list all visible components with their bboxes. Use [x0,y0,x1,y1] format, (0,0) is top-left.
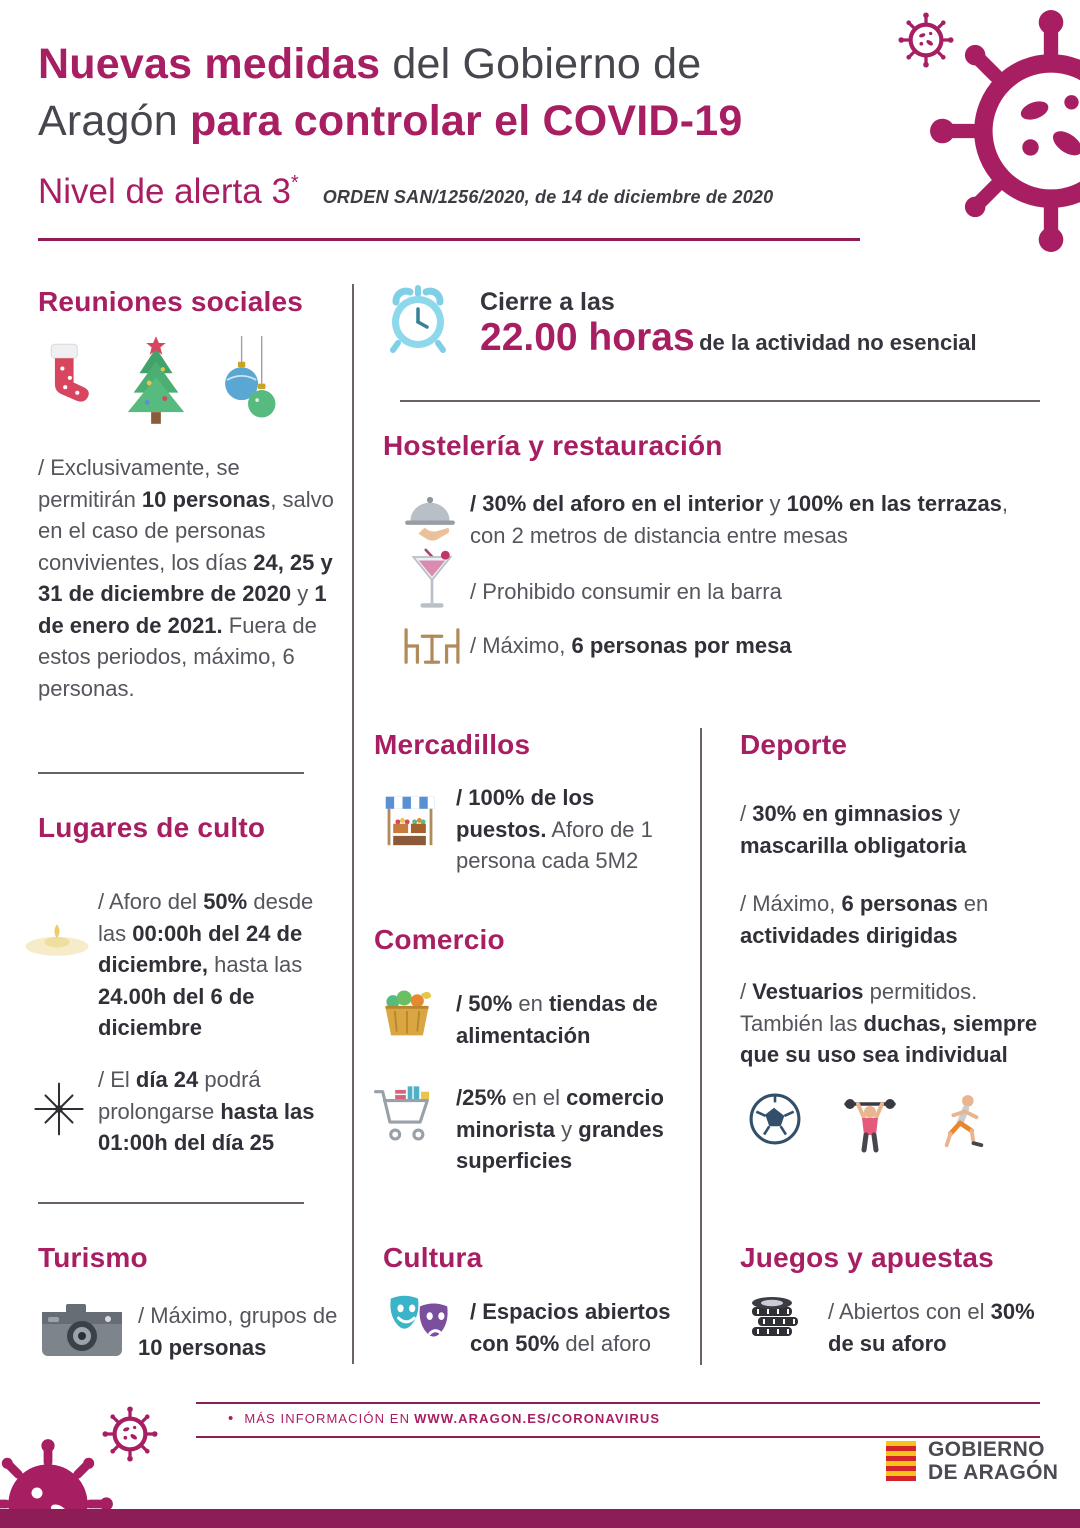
star-icon [32,1082,86,1136]
table-chairs-icon [398,624,466,668]
bottom-bar [0,1509,1080,1528]
title-line-1: Nuevas medidas del Gobierno de [38,40,702,88]
food-basket-icon [378,984,436,1040]
soccer-ball-icon [748,1092,802,1146]
aragon-flag-icon [884,1438,918,1484]
comercio-item-1-text: / 50% en tiendas de alimentación [456,991,658,1048]
header-rule [38,238,860,241]
christmas-icons [40,334,280,428]
closing-time: 22.00 horas [480,316,695,359]
section-title-juegos: Juegos y apuestas [740,1242,994,1273]
camera-icon [40,1298,124,1360]
turismo-text: / Máximo, grupos de 10 personas [138,1303,338,1360]
poker-chips-icon [746,1292,804,1346]
runner-icon [938,1092,988,1154]
section-title-comercio: Comercio [374,924,505,955]
closing-rest: de la actividad no esencial [699,330,977,355]
sports-icons [748,1092,988,1154]
deporte-item-2-text: / Máximo, 6 personas en actividades dirigidas [740,891,989,948]
footer-info-prefix: MÁS INFORMACIÓN EN [244,1411,411,1426]
reuniones-text: / Exclusivamente, se permitirán 10 personas, salvo en el caso de personas convivientes, los días 24, 25 y 31 de diciembre de 2020 y 1 de enero de 2021. Fuera de estos periodos, máximo, 6 personas. [38,455,334,701]
comercio-item-2-text: /25% en el comercio minorista y grandes superficies [456,1085,664,1173]
virus-large-icon [928,8,1080,254]
mercadillos-text: / 100% de los puestos. Aforo de 1 persona cada 5M2 [456,785,653,873]
bullet: • [228,1410,235,1427]
section-title-hosteleria: Hostelería y restauración [383,430,723,461]
order-reference: ORDEN SAN/1256/2020, de 14 de diciembre de 2020 [322,187,774,207]
vertical-divider-left [352,284,354,1364]
culto-item-2-text: / El día 24 podrá prolongarse hasta las 01:00h del día 25 [98,1067,315,1155]
theater-masks-icon [383,1292,455,1350]
deporte-item-1-text: / 30% en gimnasios y mascarilla obligatoria [740,801,967,858]
cultura-text: / Espacios abiertos con 50% del aforo [470,1299,671,1356]
section-title-deporte: Deporte [740,729,848,760]
market-stall-icon [382,790,438,850]
closing-time-line [480,316,977,360]
logo-line-2: DE ARAGÓN [928,1461,1059,1484]
divider-left-1 [38,772,304,774]
section-title-reuniones: Reuniones sociales [38,286,304,317]
culto-item-1-text: / Aforo del 50% desde las 00:00h del 24 de diciembre, hasta las 24.00h del 6 de diciembre [98,889,314,1040]
cocktail-icon [408,548,456,614]
footer-info [228,1410,660,1427]
closing-intro: Cierre a las [480,288,615,316]
page-title [38,36,868,150]
footer-rule-top [196,1402,1040,1404]
alarm-clock-icon [382,282,454,354]
divider-left-2 [38,1202,304,1204]
deporte-item-3-text: / Vestuarios permitidos. También las duchas, siempre que su uso sea individual [740,979,1038,1067]
vertical-divider-right [700,728,702,1365]
shopping-cart-icon [372,1082,438,1146]
hosteleria-item-2-text: / Prohibido consumir en la barra [470,579,782,604]
logo-line-1: GOBIERNO [928,1438,1045,1461]
serving-dish-icon [398,490,462,542]
christmas-tree-icon [120,334,192,428]
hosteleria-item-3-text: / Máximo, 6 personas por mesa [470,633,792,658]
logo-text [928,1438,1058,1484]
gobierno-aragon-logo [884,1438,1058,1484]
header [38,36,868,212]
christmas-stocking-icon [40,334,96,418]
weightlifter-icon [842,1092,898,1154]
section-title-culto: Lugares de culto [38,812,266,843]
title-line-2: Aragón para controlar el COVID-19 [38,97,743,145]
divider-closing [400,400,1040,402]
section-title-turismo: Turismo [38,1242,148,1273]
footer-info-link[interactable]: WWW.ARAGON.ES/CORONAVIRUS [414,1411,661,1426]
section-title-cultura: Cultura [383,1242,483,1273]
candle-icon [20,918,94,960]
juegos-text: / Abiertos con el 30% de su aforo [828,1299,1035,1356]
hosteleria-item-1-text: / 30% del aforo en el interior y 100% en las terrazas, con 2 metros de distancia entre mesas [470,491,1009,548]
baubles-icon [216,334,280,426]
section-title-mercadillos: Mercadillos [374,729,531,760]
alert-level: Nivel de alerta 3* [38,172,299,211]
